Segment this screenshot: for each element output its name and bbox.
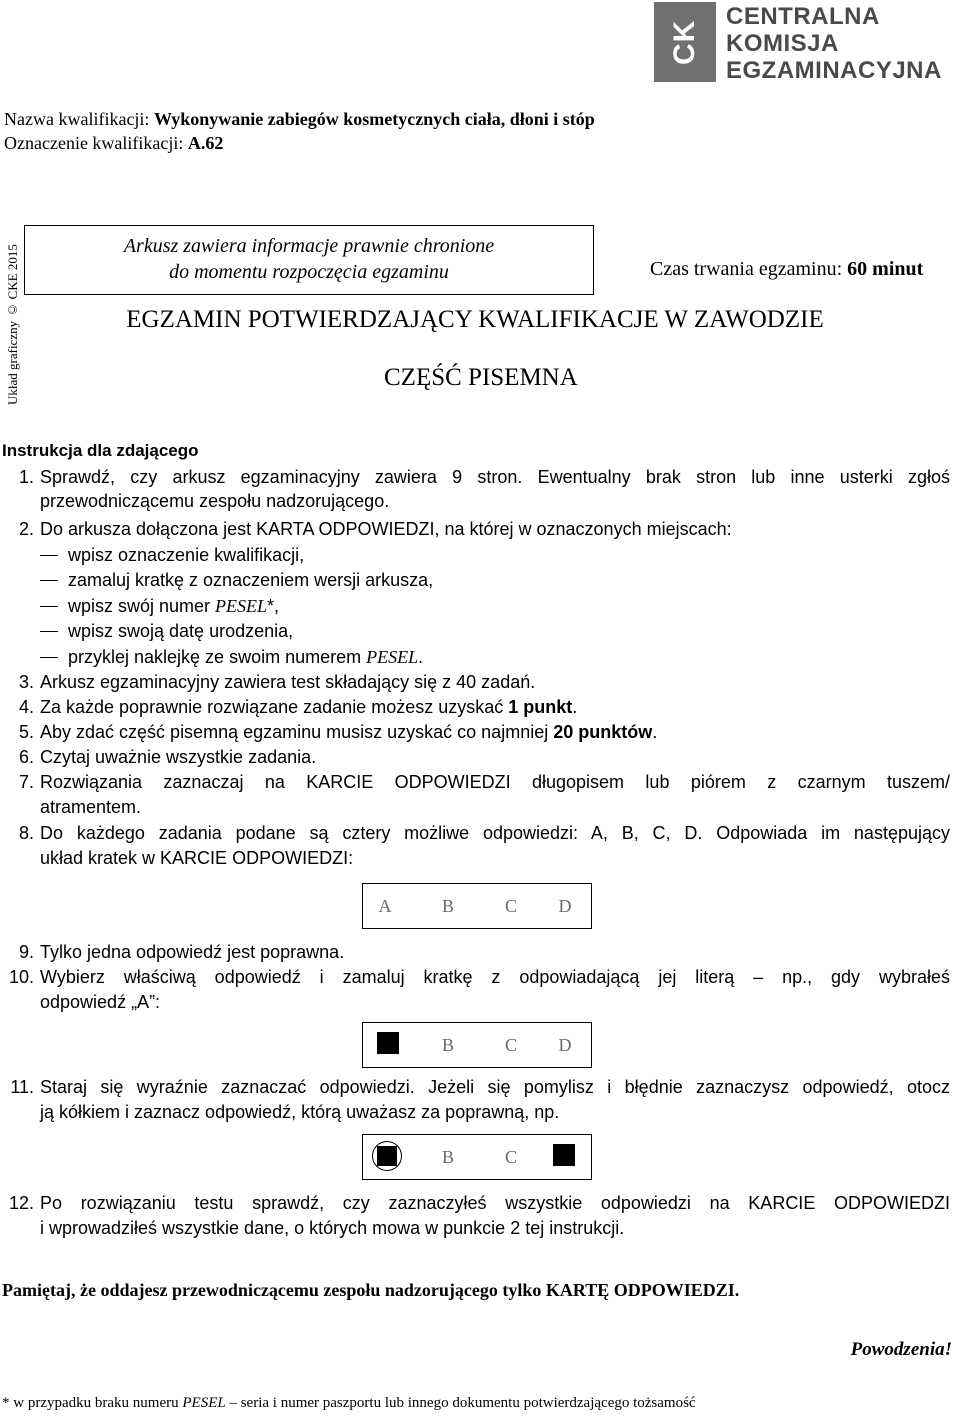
instruction-number: 2. [18,519,34,539]
answer-cell-b: B [441,896,454,916]
exam-title: EGZAMIN POTWIERDZAJĄCY KWALIFIKACJE W ZAWODZIE [126,306,824,333]
instruction-text: odpowiedź „A”: [40,992,161,1012]
answer-cell-d: D [558,896,572,916]
qualification-name [4,109,595,130]
answer-cell-b: B [441,1147,454,1167]
answer-cell-b: B [441,1035,454,1055]
dash-bullet [40,657,58,658]
answer-cell-d: D [558,1035,572,1055]
logo-line-2: KOMISJA [726,30,839,57]
filled-square-icon [553,1144,575,1166]
list-item-text: wpisz swój numer PESEL*, [68,596,280,616]
qualification-code-value: A.62 [187,133,224,153]
dash-bullet [40,606,58,607]
qualification-name-value: Wykonywanie zabiegów kosmetycznych ciała, dłoni i stóp [153,109,595,129]
list-item-text: przyklej naklejkę ze swoim numerem PESEL. [68,647,424,667]
instruction-number: 12. [8,1193,34,1213]
instruction-text: układ kratek w KARCIE ODPOWIEDZI: [40,848,354,868]
pesel-term: PESEL [366,647,419,667]
notice-line-2: do momentu rozpoczęcia egzaminu [169,261,449,283]
duration-value: 60 minut [847,258,924,280]
instruction-number: 6. [18,747,34,767]
part-title: CZĘŚĆ PISEMNA [384,364,578,391]
duration-label: Czas trwania egzaminu: [650,258,843,280]
logo-line-1: CENTRALNA [726,3,880,30]
instruction-number: 3. [18,672,34,692]
instruction-text: atramentem. [40,797,142,817]
instruction-number: 1. [18,467,34,487]
answer-cell-c: C [504,896,517,916]
instruction-text: Po rozwiązaniu testu sprawdź, czy zaznaczyłeś wszystkie odpowiedzi na KARCIE ODPOWIEDZI [40,1193,950,1213]
dash-bullet [40,580,58,581]
qualification-name-label: Nazwa kwalifikacji: [4,109,150,129]
instruction-number: 4. [18,697,34,717]
dash-bullet [40,631,58,632]
list-item-text: wpisz swoją datę urodzenia, [68,621,294,641]
footnote: * w przypadku braku numeru PESEL – seria i numer paszportu lub innego dokumentu potwierdzającego tożsamość [2,1395,696,1411]
pesel-term: PESEL [215,596,268,616]
instruction-text: Wybierz właściwą odpowiedź i zamaluj kratkę z odpowiadającą jej literą – np., gdy wybrałeś [40,967,950,987]
instruction-text: przewodniczącemu zespołu nadzorującego. [40,491,390,511]
instruction-text: Tylko jedna odpowiedź jest poprawna. [40,942,345,962]
answer-grid-example-corrected [362,1134,592,1180]
qualification-code [4,133,223,154]
answer-grid-example-empty [362,883,592,929]
instruction-text: Staraj się wyraźnie zaznaczać odpowiedzi. Jeżeli się pomylisz i błędnie zaznaczysz odpowiedź, otocz [40,1077,950,1097]
exam-duration [650,258,923,281]
instruction-text: Za każde poprawnie rozwiązane zadanie możesz uzyskać 1 punkt. [40,697,578,717]
instruction-number: 11. [10,1077,34,1097]
filled-square-icon [377,1032,399,1054]
instruction-text: Sprawdź, czy arkusz egzaminacyjny zawiera 9 stron. Ewentualny brak stron lub inne usterki zgłoś [40,467,950,487]
remember-note: Pamiętaj, że oddajesz przewodniczącemu zespołu nadzorującego tylko KARTĘ ODPOWIEDZI. [2,1280,740,1300]
instructions-heading: Instrukcja dla zdającego [2,441,199,460]
instruction-text: Do arkusza dołączona jest KARTA ODPOWIEDZI, na której w oznaczonych miejscach: [40,519,732,539]
good-luck: Powodzenia! [850,1339,952,1360]
instruction-text: Aby zdać część pisemną egzaminu musisz uzyskać co najmniej 20 punktów. [40,722,658,742]
instruction-number: 5. [18,722,34,742]
notice-line-1: Arkusz zawiera informacje prawnie chronione [123,235,495,257]
answer-grid-example-filled [362,1022,592,1068]
instruction-number: 8. [18,823,34,843]
instruction-number: 10. [8,967,34,987]
pesel-term: PESEL [182,1395,226,1411]
list-item-text: zamaluj kratkę z oznaczeniem wersji arkusza, [68,570,434,590]
list-item-text: wpisz oznaczenie kwalifikacji, [68,545,305,565]
answer-cell-a: A [378,896,392,916]
answer-cell-c: C [504,1147,517,1167]
instruction-text: i wprowadziłeś wszystkie dane, o których mowa w punkcie 2 tej instrukcji. [40,1218,625,1238]
logo-line-3: EGZAMINACYJNA [726,57,942,84]
logo-mark: CK [668,19,701,65]
instruction-text: Do każdego zadania podane są cztery możliwe odpowiedzi: A, B, C, D. Odpowiada im następujący [40,823,950,843]
circled-square-icon [372,1141,402,1171]
instruction-number: 7. [18,772,34,792]
instruction-text: ją kółkiem i zaznacz odpowiedź, którą uważasz za poprawną, np. [40,1102,560,1122]
side-copyright: Układ graficzny © CKE 2015 [5,244,20,406]
cke-logo [654,2,958,84]
instruction-text: Arkusz egzaminacyjny zawiera test składający się z 40 zadań. [40,672,536,692]
instruction-text: Rozwiązania zaznaczaj na KARCIE ODPOWIEDZI długopisem lub piórem z czarnym tuszem/ [40,772,950,792]
instruction-text: Czytaj uważnie wszystkie zadania. [40,747,317,767]
answer-cell-c: C [504,1035,517,1055]
qualification-code-label: Oznaczenie kwalifikacji: [4,133,184,153]
dash-bullet [40,555,58,556]
confidential-notice-box [24,225,594,295]
instruction-number: 9. [18,942,34,962]
